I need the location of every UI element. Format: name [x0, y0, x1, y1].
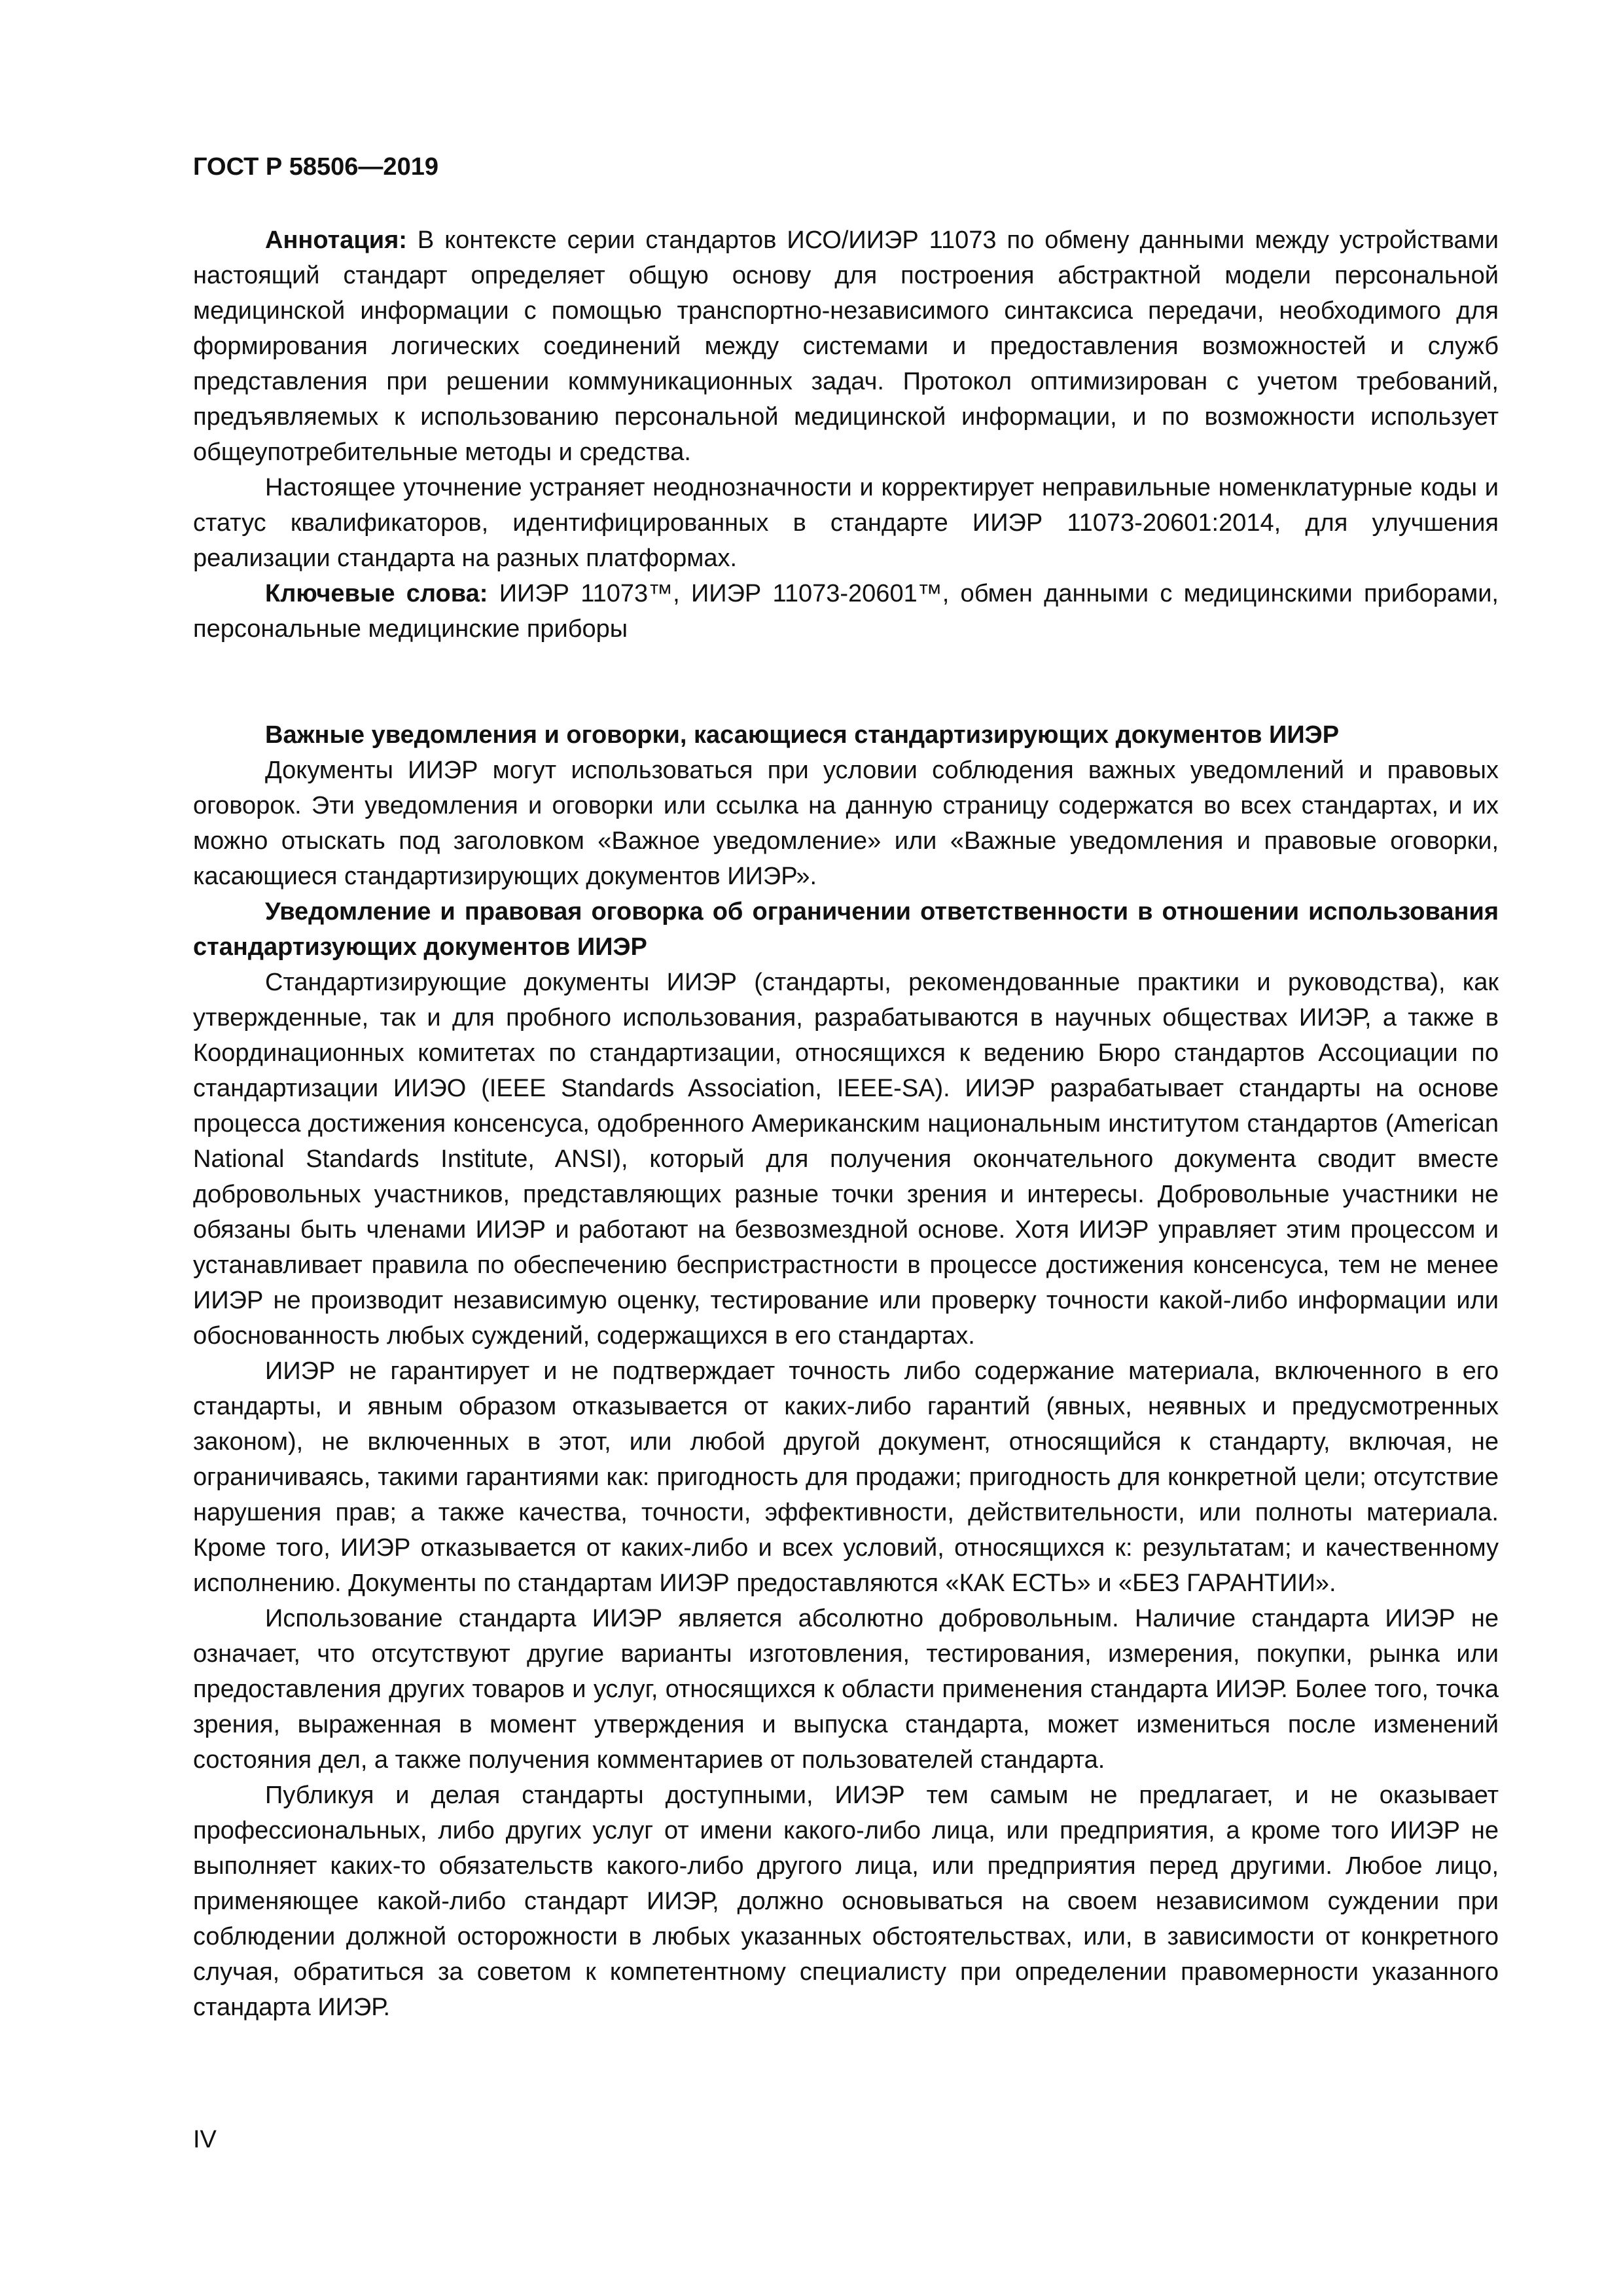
document-page [193, 0, 1499, 2296]
abstract-paragraph [193, 223, 1499, 470]
section-gap [193, 647, 1499, 717]
keywords-text: ИИЭР 11073™, ИИЭР 11073-20601™, обмен данными с медицинскими приборами, персональные медицинские приборы [193, 580, 1499, 643]
disclaimer-paragraph-4: Публикуя и делая стандарты доступными, ИИЭР тем самым не предлагает, и не оказывает профессиональных, либо других услуг от имени какого-либо лица, или предприятия, а кроме того ИИЭР не выполняет каких-то обязательств какого-либо другого лица, или предприятия перед другими. Любое лицо, применяющее какой-либо стандарт ИИЭР, должно основываться на своем независимом суждении при соблюдении должной осторожности в любых указанных обстоятельствах, или, в зависимости от конкретного случая, обратиться за советом к компетентному специалисту при определении правомерности указанного стандарта ИИЭР. [193, 1782, 1499, 2021]
abstract-text: В контексте серии стандартов ИСО/ИИЭР 11073 по обмену данными между устройствами настоящий стандарт определяет общую основу для построения абстрактной модели персональной медицинской информации с помощью транспортно-независимого синтаксиса передачи, необходимого для формирования логических соединений между системами и предоставления возможностей и служб представления при решении коммуникационных задач. Протокол оптимизирован с учетом требований, предъявляемых к использованию персональной медицинской информации, и по возможности использует общеупотребительные методы и средства. [193, 226, 1499, 466]
disclaimer-heading: Уведомление и правовая оговорка об ограничении ответственности в отношении использования стандартизующих документов ИИЭР [193, 898, 1499, 961]
notices-heading: Важные уведомления и оговорки, касающиеся стандартизирующих документов ИИЭР [265, 721, 1340, 749]
page-number: IV [193, 2126, 217, 2153]
notices-intro: Документы ИИЭР могут использоваться при условии соблюдения важных уведомлений и правовых оговорок. Эти уведомления и оговорки или ссылка на данную страницу содержатся во всех стандартах, и их можно отыскать под заголовком «Важное уведомление» или «Важные уведомления и правовые оговорки, касающиеся стандартизирующих документов ИИЭР». [193, 757, 1499, 890]
clarification-paragraph: Настоящее уточнение устраняет неоднозначности и корректирует неправильные номенклатурные коды и статус квалификаторов, идентифицированных в стандарте ИИЭР 11073-20601:2014, для улучшения реализации стандарта на разных платформах. [193, 474, 1499, 572]
disclaimer-paragraph-2: ИИЭР не гарантирует и не подтверждает точность либо содержание материала, включенного в его стандарты, и явным образом отказывается от каких-либо гарантий (явных, неявных и предусмотренных законом), не включенных в этот, или любой другой документ, относящийся к стандарту, включая, не ограничиваясь, такими гарантиями как: пригодность для продажи; пригодность для конкретной цели; отсутствие нарушения прав; а также качества, точности, эффективности, действительности, или полноты материала. Кроме того, ИИЭР отказывается от каких-либо и всех условий, относящихся к: результатам; и качественному исполнению. Документы по стандартам ИИЭР предоставляются «КАК ЕСТЬ» и «БЕЗ ГАРАНТИИ». [193, 1357, 1499, 1597]
abstract-label: Аннотация: [265, 226, 407, 254]
page-content [193, 223, 1499, 2025]
keywords-label: Ключевые слова: [265, 580, 488, 607]
keywords-paragraph [193, 576, 1499, 647]
disclaimer-paragraph-1: Стандартизирующие документы ИИЭР (стандарты, рекомендованные практики и руководства), как утвержденные, так и для пробного использования, разрабатываются в научных обществах ИИЭР, а также в Координационных комитетах по стандартизации, относящихся к ведению Бюро стандартов Ассоциации по стандартизации ИИЭО (IEEE Standards Association, IEEE-SA). ИИЭР разрабатывает стандарты на основе процесса достижения консенсуса, одобренного Американским национальным институтом стандартов (American National Standards Institute, ANSI), который для получения окончательного документа сводит вместе добровольных участников, представляющих разные точки зрения и интересы. Добровольные участники не обязаны быть членами ИИЭР и работают на безвозмездной основе. Хотя ИИЭР управляет этим процессом и устанавливает правила по обеспечению беспристрастности в процессе достижения консенсуса, тем не менее ИИЭР не производит независимую оценку, тестирование или проверку точности какой-либо информации или обоснованность любых суждений, содержащихся в его стандартах. [193, 969, 1499, 1350]
standard-number: ГОСТ Р 58506—2019 [193, 153, 438, 181]
disclaimer-paragraph-3: Использование стандарта ИИЭР является абсолютно добровольным. Наличие стандарта ИИЭР не означает, что отсутствуют другие варианты изготовления, тестирования, измерения, покупки, рынка или предоставления других товаров и услуг, относящихся к области применения стандарта ИИЭР. Более того, точка зрения, выраженная в момент утверждения и выпуска стандарта, может измениться после изменений состояния дел, а также получения комментариев от пользователей стандарта. [193, 1605, 1499, 1774]
